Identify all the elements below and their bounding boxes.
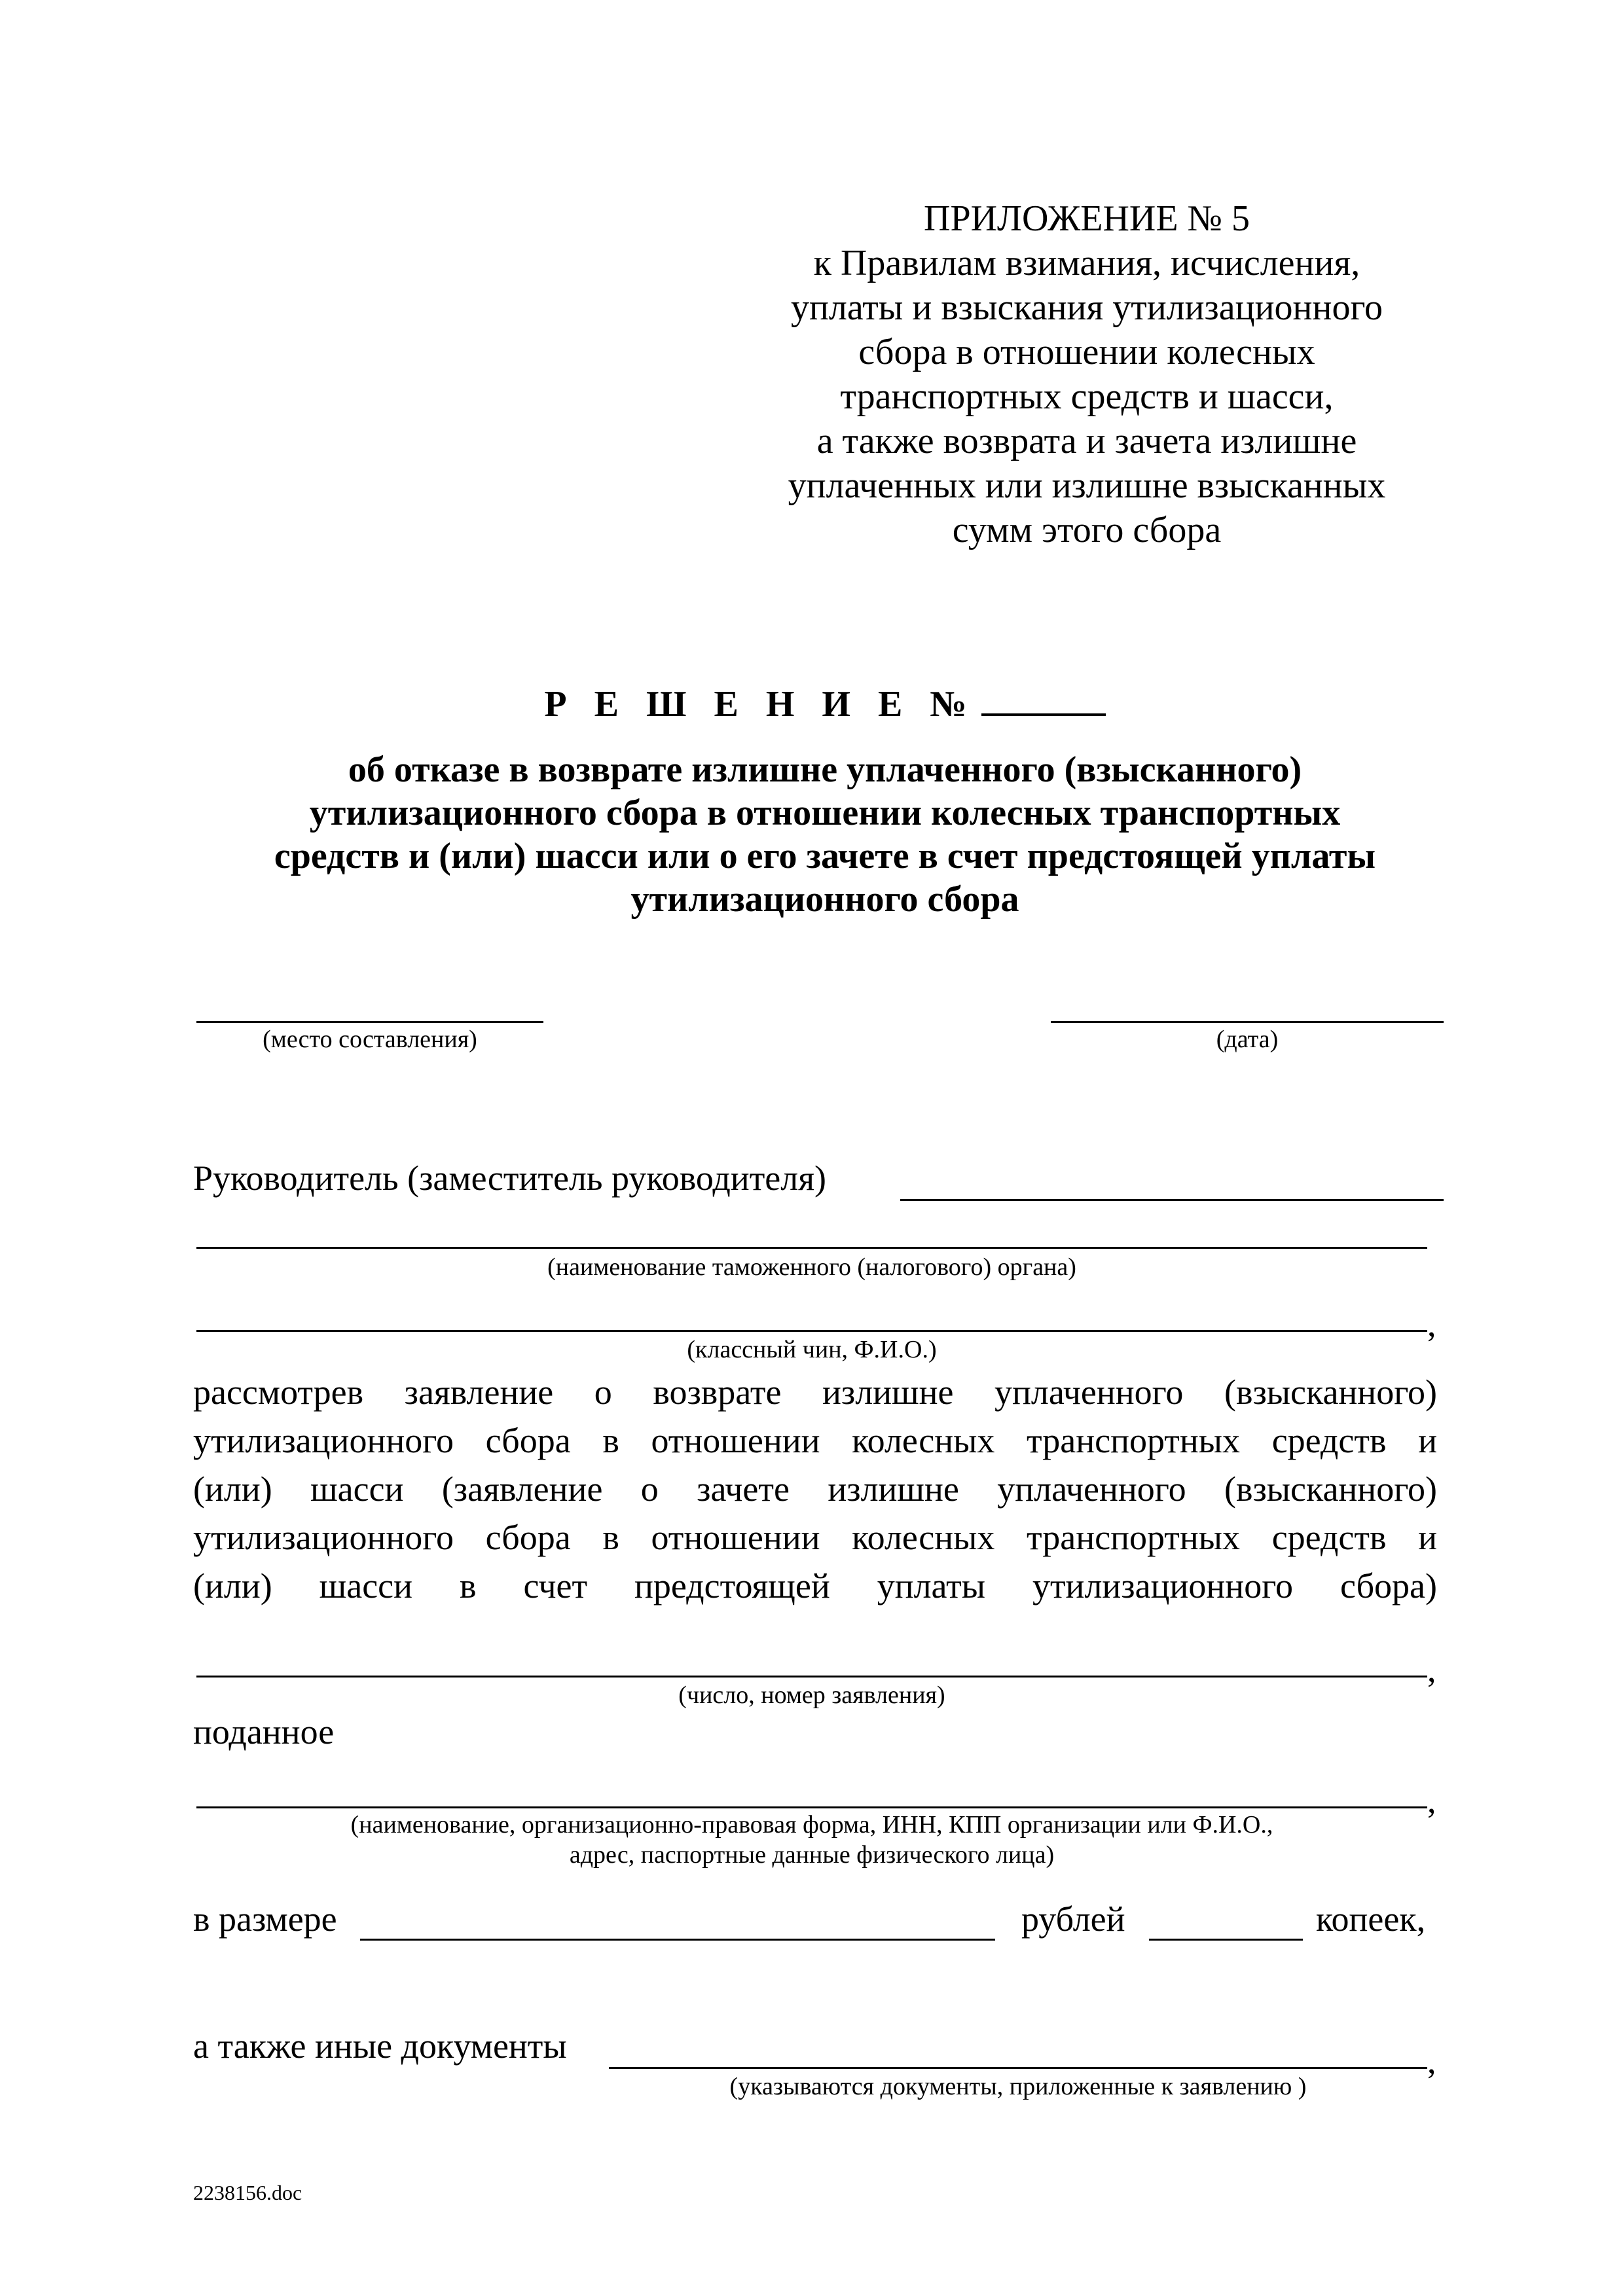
file-name: 2238156.doc [193,2181,302,2204]
subtitle-line: утилизационного сбора в отношении колесных транспортных [309,793,1341,833]
decision-subtitle [183,748,1467,921]
applicant-field[interactable] [196,1806,1427,1808]
place-caption: (место составления) [263,1026,477,1053]
date-caption: (дата) [1216,1026,1279,1053]
authority-caption: (наименование таможенного (налогового) органа) [547,1253,1076,1281]
annex-line: сбора в отношении колесных [858,332,1315,372]
document-title [183,681,1467,921]
decision-number-field[interactable] [981,681,1106,716]
decision-heading: Р Е Ш Е Н И Е № [544,684,976,725]
rubles-label: рублей [1021,1899,1125,1939]
kopecks-field[interactable] [1149,1939,1303,1941]
comma: , [1427,2041,1436,2081]
annex-line: а также возврата и зачета излишне [816,421,1357,461]
subtitle-line: об отказе в возврате излишне уплаченного (взысканного) [348,749,1302,790]
rank-name-caption: (классный чин, Ф.И.О.) [687,1336,937,1363]
paragraph-line: (или) шасси в счет предстоящей уплаты утилизационного сбора) [193,1566,1437,1605]
authority-field[interactable] [196,1247,1427,1249]
annex-header [740,196,1434,552]
annex-line: сумм этого сбора [952,510,1222,550]
date-field[interactable] [1051,1021,1444,1023]
subtitle-line: средств и (или) шасси или о его зачете в счет предстоящей уплаты [274,836,1376,876]
application-number-field[interactable] [196,1676,1427,1677]
annex-title: ПРИЛОЖЕНИЕ № 5 [924,198,1250,239]
kopecks-label: копеек, [1316,1899,1426,1939]
paragraph-line: рассмотрев заявление о возврате излишне уплаченного (взысканного) [193,1372,1437,1412]
rubles-field[interactable] [360,1939,995,1941]
paragraph-line: утилизационного сбора в отношении колесных транспортных средств и [193,1518,1437,1557]
head-name-field[interactable] [900,1199,1444,1201]
comma: , [1427,1304,1436,1344]
main-paragraph [193,1368,1437,1610]
annex-line: транспортных средств и шасси, [840,376,1334,417]
annex-line: уплаченных или излишне взысканных [788,465,1386,506]
application-number-caption: (число, номер заявления) [678,1681,945,1709]
comma: , [1427,1650,1436,1689]
applicant-caption-line1: (наименование, организационно-правовая форма, ИНН, КПП организации или Ф.И.О., [350,1811,1273,1839]
other-docs-field[interactable] [609,2067,1427,2069]
annex-line: к Правилам взимания, исчисления, [813,243,1360,283]
rank-name-field[interactable] [196,1330,1427,1332]
paragraph-line: (или) шасси (заявление о зачете излишне уплаченного (взысканного) [193,1469,1437,1509]
amount-label: в размере [193,1899,337,1939]
submitted-label: поданное [193,1712,335,1751]
paragraph-line: утилизационного сбора в отношении колесных транспортных средств и [193,1421,1437,1460]
place-field[interactable] [196,1021,543,1023]
comma: , [1427,1781,1436,1820]
head-label: Руководитель (заместитель руководителя) [193,1158,827,1198]
applicant-caption-line2: адрес, паспортные данные физического лица) [569,1841,1055,1869]
other-docs-label: а также иные документы [193,2026,567,2066]
documents-caption: (указываются документы, приложенные к заявлению ) [729,2073,1307,2100]
subtitle-line: утилизационного сбора [630,879,1019,920]
annex-line: уплаты и взыскания утилизационного [790,287,1383,328]
